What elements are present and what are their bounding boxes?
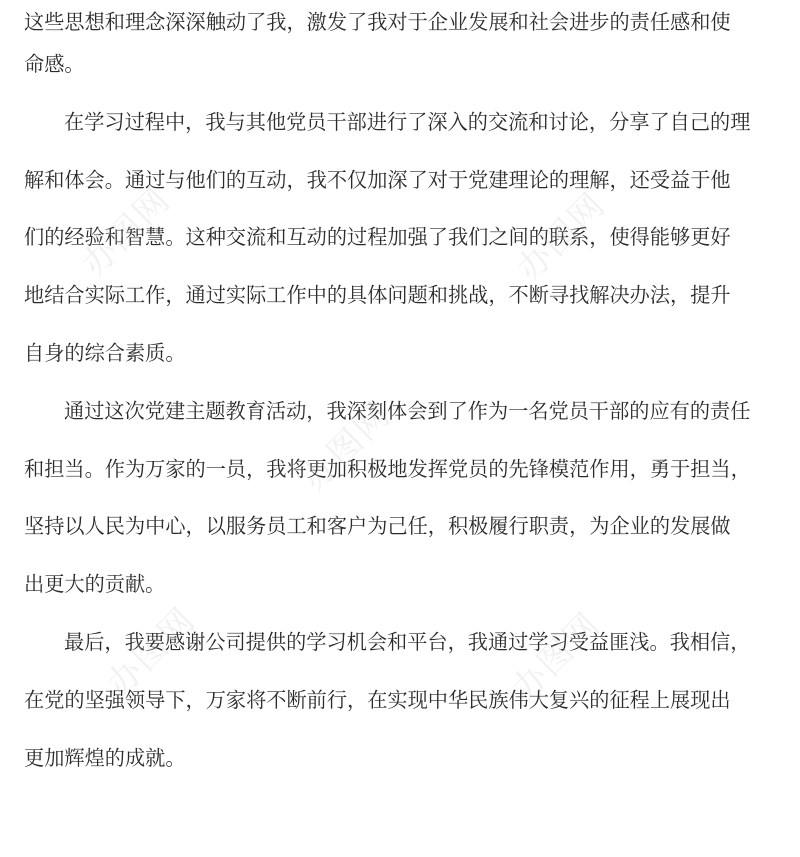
text-line: 自身的综合素质。: [24, 340, 186, 365]
text-line: 解和体会。通过与他们的互动，我不仅加深了对于党建理论的理解，还受益于他: [24, 167, 731, 192]
document-body: [24, 0, 776, 795]
text-line: 在党的坚强领导下，万家将不断前行，在实现中华民族伟大复兴的征程上展现出: [24, 687, 731, 712]
paragraph-start-line: 通过这次党建主题教育活动，我深刻体会到了作为一名党员干部的应有的责任: [64, 398, 751, 423]
watermark: 办图网: [74, 179, 179, 285]
watermark: 办图网: [294, 394, 399, 500]
text-line: 和担当。作为万家的一员，我将更加积极地发挥党员的先锋模范作用，勇于担当，: [24, 456, 751, 481]
paragraph-start-line: 在学习过程中，我与其他党员干部进行了深入的交流和讨论，分享了自己的理: [64, 109, 751, 134]
text-line: 这些思想和理念深深触动了我，激发了我对于企业发展和社会进步的责任感和使: [24, 10, 731, 34]
watermark: 办图网: [99, 599, 204, 705]
text-line: 坚持以人民为中心，以服务员工和客户为己任，积极履行职责，为企业的发展做: [24, 514, 731, 539]
watermark: 办图网: [509, 184, 614, 290]
text-line: 命感。: [24, 52, 85, 76]
paragraph-start-line: 最后，我要感谢公司提供的学习机会和平台，我通过学习受益匪浅。我相信，: [64, 629, 751, 654]
watermark: 办图网: [504, 604, 609, 710]
text-line: 地结合实际工作，通过实际工作中的具体问题和挑战，不断寻找解决办法，提升: [24, 283, 731, 308]
text-line: 出更大的贡献。: [24, 572, 166, 597]
text-line: 们的经验和智慧。这种交流和互动的过程加强了我们之间的联系，使得能够更好: [24, 225, 731, 250]
text-line: 更加辉煌的成就。: [24, 745, 186, 770]
